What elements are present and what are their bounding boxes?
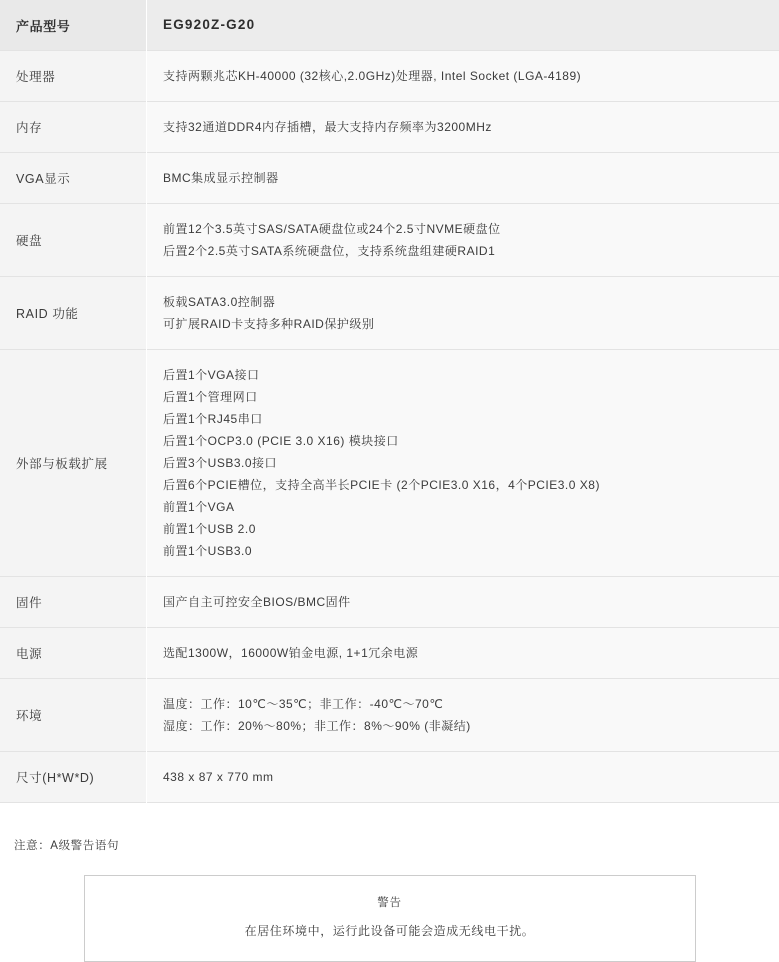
- table-row: [0, 679, 779, 752]
- spec-value-line: 前置1个USB3.0: [163, 540, 761, 562]
- note-text: 注意：A级警告语句: [14, 837, 779, 853]
- spec-header-row: [0, 0, 779, 51]
- table-row: [0, 277, 779, 350]
- spec-value-harddisk: [147, 204, 779, 277]
- spec-value-line: 438 x 87 x 770 mm: [163, 766, 761, 788]
- table-row: [0, 628, 779, 679]
- spec-label-environment: 环境: [0, 679, 147, 752]
- spec-value-line: 后置1个RJ45串口: [163, 408, 761, 430]
- spec-value-expansion: [147, 350, 779, 577]
- spec-label-raid: RAID 功能: [0, 277, 147, 350]
- spec-value-line: 前置1个VGA: [163, 496, 761, 518]
- spec-value-line: BMC集成显示控制器: [163, 167, 761, 189]
- table-row: [0, 51, 779, 102]
- spec-header-value: EG920Z-G20: [147, 0, 779, 51]
- spec-value-line: 后置1个管理网口: [163, 386, 761, 408]
- spec-value-line: 国产自主可控安全BIOS/BMC固件: [163, 591, 761, 613]
- spec-value-line: 后置1个OCP3.0 (PCIE 3.0 X16) 模块接口: [163, 430, 761, 452]
- spec-value-line: 后置3个USB3.0接口: [163, 452, 761, 474]
- spec-value-line: 湿度：工作：20%～80%；非工作：8%～90% (非凝结): [163, 715, 761, 737]
- spec-value-line: 温度：工作：10℃～35℃；非工作：-40℃～70℃: [163, 693, 761, 715]
- spec-value-line: 支持32通道DDR4内存插槽，最大支持内存频率为3200MHz: [163, 116, 761, 138]
- spec-value-vga-display: [147, 153, 779, 204]
- spec-label-dimensions: 尺寸(H*W*D): [0, 752, 147, 803]
- spec-value-environment: [147, 679, 779, 752]
- table-row: [0, 153, 779, 204]
- spec-header-label: 产品型号: [0, 0, 147, 51]
- spec-label-processor: 处理器: [0, 51, 147, 102]
- warning-text: 在居住环境中，运行此设备可能会造成无线电干扰。: [95, 922, 685, 939]
- spec-value-line: 前置1个USB 2.0: [163, 518, 761, 540]
- spec-label-memory: 内存: [0, 102, 147, 153]
- table-row: [0, 102, 779, 153]
- spec-label-expansion: 外部与板载扩展: [0, 350, 147, 577]
- table-row: [0, 350, 779, 577]
- spec-label-power: 电源: [0, 628, 147, 679]
- spec-label-vga-display: VGA显示: [0, 153, 147, 204]
- warning-box: [84, 875, 696, 962]
- spec-value-line: 后置6个PCIE槽位，支持全高半长PCIE卡 (2个PCIE3.0 X16，4个PCIE3.0 X8): [163, 474, 761, 496]
- spec-value-line: 前置12个3.5英寸SAS/SATA硬盘位或24个2.5寸NVME硬盘位: [163, 218, 761, 240]
- spec-value-line: 后置2个2.5英寸SATA系统硬盘位，支持系统盘组建硬RAID1: [163, 240, 761, 262]
- warning-title: 警告: [95, 894, 685, 910]
- spec-value-dimensions: [147, 752, 779, 803]
- table-row: [0, 577, 779, 628]
- spec-value-line: 后置1个VGA接口: [163, 364, 761, 386]
- spec-value-line: 可扩展RAID卡支持多种RAID保护级别: [163, 313, 761, 335]
- spec-value-processor: [147, 51, 779, 102]
- table-row: [0, 752, 779, 803]
- table-row: [0, 204, 779, 277]
- spec-value-raid: [147, 277, 779, 350]
- spec-value-line: 支持两颗兆芯KH-40000 (32核心,2.0GHz)处理器, Intel Socket (LGA-4189): [163, 65, 761, 87]
- spec-value-line: 板载SATA3.0控制器: [163, 291, 761, 313]
- spec-value-firmware: [147, 577, 779, 628]
- spec-label-firmware: 固件: [0, 577, 147, 628]
- spec-value-line: 选配1300W，16000W铂金电源, 1+1冗余电源: [163, 642, 761, 664]
- spec-value-power: [147, 628, 779, 679]
- spec-label-harddisk: 硬盘: [0, 204, 147, 277]
- spec-value-memory: [147, 102, 779, 153]
